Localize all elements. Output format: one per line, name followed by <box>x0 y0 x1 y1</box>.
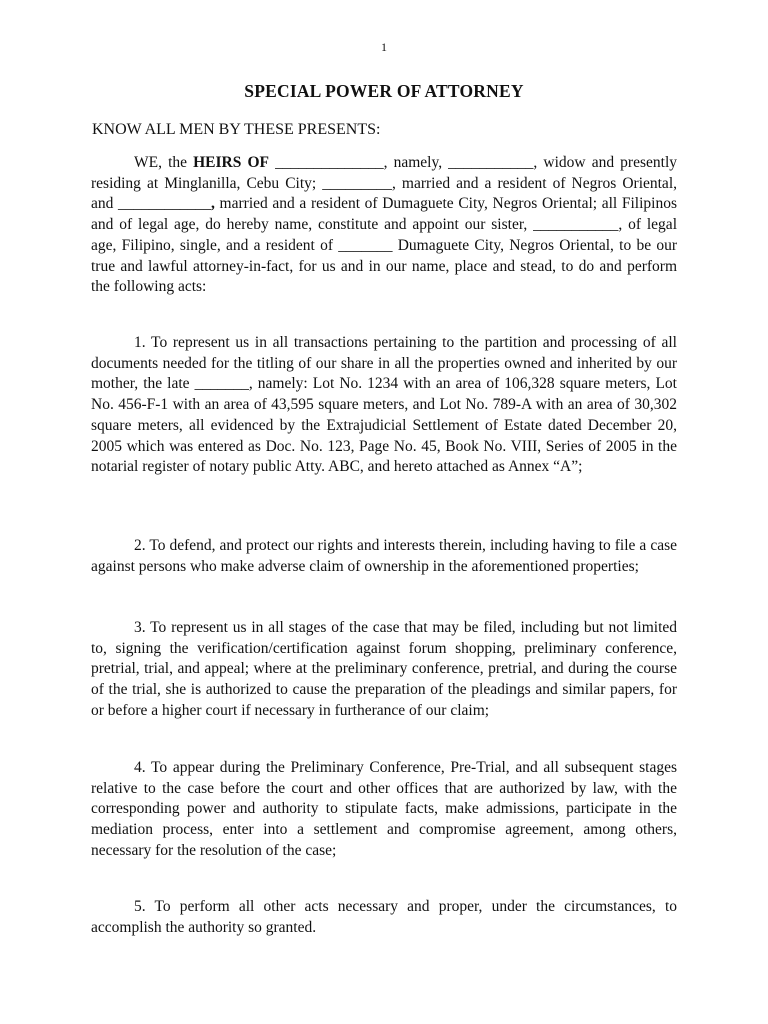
act-paragraph-1: 1. To represent us in all transactions pertaining to the partition and processing of all documents needed for the titling of our share in all the properties owned and inherited by our mother, the late _______, namely: Lot No. 1234 with an area of 106,328 square meters, Lot No. 456-F-1 with an area of 43,595 square meters, and Lot No. 789-A with an area of 30,302 square meters, all evidenced by the Extrajudicial Settlement of Estate dated December 20, 2005 which was entered as Doc. No. 123, Page No. 45, Book No. VIII, Series of 2005 in the notarial register of notary public Atty. ABC, and hereto attached as Annex “A”; <box>91 334 677 476</box>
act-paragraph-3: 3. To represent us in all stages of the case that may be filed, including but not limited to, signing the verification/certification against forum shopping, preliminary conference, pretrial, trial, and appeal; where at the preliminary conference, pretrial, and during the course of the trial, she is authorized to cause the preparation of the pleadings and similar papers, for or before a higher court if necessary in furtherance of our claim; <box>91 619 677 719</box>
preamble-bold-comma: , <box>211 195 215 213</box>
act-paragraph-4: 4. To appear during the Preliminary Conference, Pre-Trial, and all subsequent stages relative to the case before the court and other offices that are authorized by law, with the corresponding power and authority to stipulate facts, make admissions, participate in the mediation process, enter into a settlement and compromise agreement, among others, necessary for the resolution of the case; <box>91 759 677 859</box>
preamble-paragraph <box>91 153 677 298</box>
document-title: SPECIAL POWER OF ATTORNEY <box>244 81 524 101</box>
preamble-text-b: ______________, namely, ___________, widow and presently residing at Minglanilla, Cebu City; _________, married and a resident of Negros Oriental, and ____________ <box>91 154 677 213</box>
preamble-text-c: married and a resident of Dumaguete City, Negros Oriental; all Filipinos and of legal age, do hereby name, constitute and appoint our sister, ___________, of legal age, Filipino, single, and a resident of _______ Dumaguete City, Negros Oriental, to be our true and lawful attorney-in-fact, for us and in our name, place and stead, to do and perform the following acts: <box>91 195 677 296</box>
act-paragraph-5: 5. To perform all other acts necessary and proper, under the circumstances, to accomplish the authority so granted. <box>91 898 677 936</box>
heirs-of-label: HEIRS OF <box>193 154 269 171</box>
intro-line: KNOW ALL MEN BY THESE PRESENTS: <box>92 121 381 138</box>
page-number: 1 <box>381 40 387 54</box>
preamble-text-a: WE, the <box>134 154 194 171</box>
act-paragraph-2: 2. To defend, and protect our rights and interests therein, including having to file a case against persons who make adverse claim of ownership in the aforementioned properties; <box>91 537 677 575</box>
